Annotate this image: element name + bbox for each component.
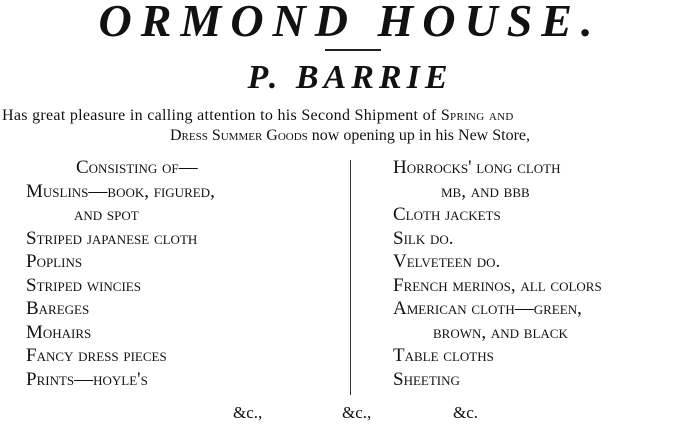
list-item: Muslins—book, figured, [26,180,215,202]
etcetera-1: &c., [233,403,263,422]
list-item: Striped japanese cloth [26,227,198,249]
intro-line-2 [0,126,700,145]
column-divider [350,160,351,395]
title-rule [325,49,381,51]
list-item: Prints—hoyle's [26,368,148,390]
list-item: Horrocks' long cloth [393,157,561,178]
list-item: Bareges [26,298,90,319]
store-title: ORMOND HOUSE. [98,0,602,46]
list-item: American cloth—green, [393,298,582,319]
intro-line-1 [2,106,700,125]
list-item: Cloth jackets [393,204,501,225]
list-item: Velveteen do. [393,251,501,272]
list-item: Mohairs [26,321,92,343]
list-item: Striped wincies [26,274,141,296]
list-item: Fancy dress pieces [26,345,167,366]
left-column-list [26,156,215,391]
list-item: Table cloths [393,345,494,366]
list-item: brown, and black [433,321,568,343]
list-heading: Consisting of— [76,157,198,178]
intro-line-1-text: Has great pleasure in calling attention to his Second Shipment of [2,107,441,124]
intro-line-1-smallcaps: Spring and [440,107,514,124]
list-item: and spot [74,204,139,225]
intro-line-2-text: now opening up in his New Store, [307,127,530,144]
right-column-list [393,156,602,391]
intro-line-2-smallcaps: Dress Summer Goods [169,127,308,144]
proprietor-name: P. BARRIE [247,59,453,96]
etcetera-3: &c. [453,403,479,422]
list-item: Poplins [26,251,83,272]
list-item: Sheeting [393,368,460,390]
etcetera-2: &c., [342,403,372,422]
list-item: French merinos, all colors [393,274,602,296]
list-item: mb, and bbb [441,180,530,202]
list-item: Silk do. [393,227,454,249]
